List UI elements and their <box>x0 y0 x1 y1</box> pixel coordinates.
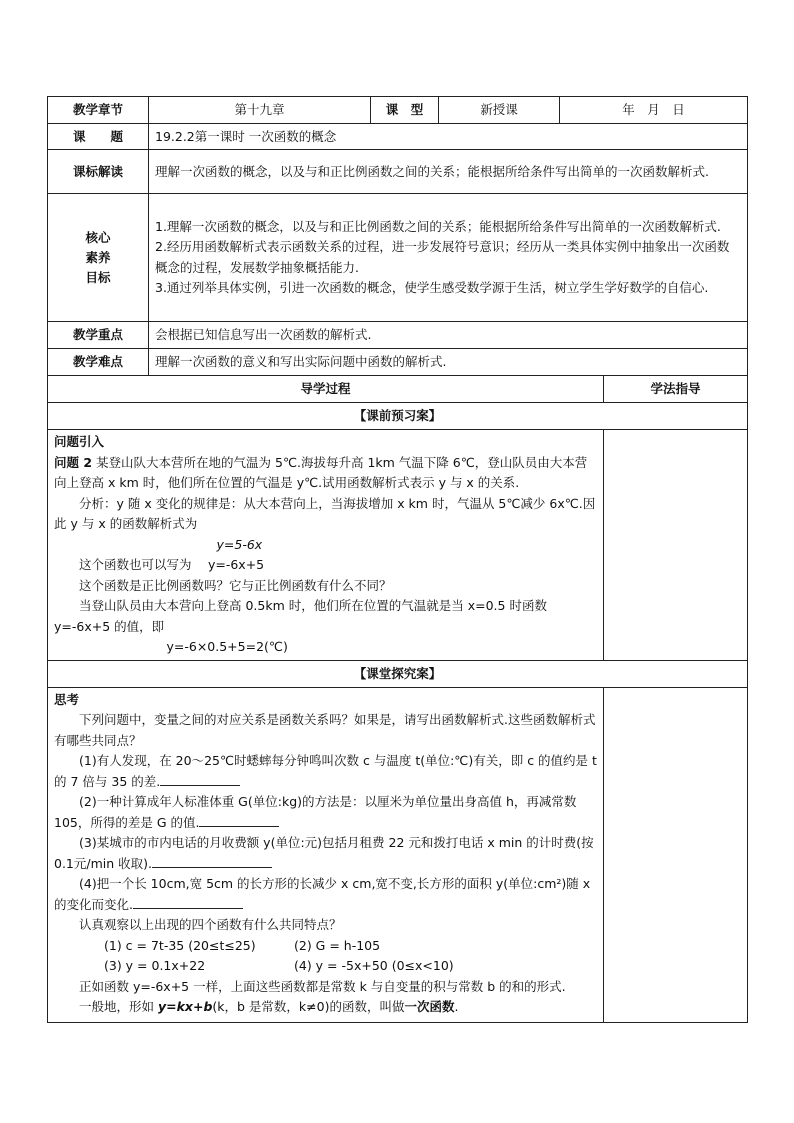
core-label <box>48 194 149 322</box>
summary-text: 正如函数 y=-6x+5 一样，上面这些函数都是常数 k 与自变量的积与常数 b 的和的形式. <box>79 978 566 994</box>
formula-y2: (4) y = -5x+50 (0≤x<10) <box>294 958 454 973</box>
topic-label: 课 题 <box>48 124 149 150</box>
also-text: 这个函数也可以写为 y=-6x+5 <box>79 557 265 572</box>
explore-guidance <box>604 687 748 1022</box>
question-2-text: 某登山队大本营所在地的气温为 5℃.海拔每升高 1km 气温下降 6℃，登山队员由大本营向上登高 x km 时，他们所在位置的气温是 y℃.试用函数解析式表示 y 与 x 的关系. <box>54 454 588 490</box>
process-col-title: 导学过程 <box>48 376 604 403</box>
definition-formula: y=kx+b <box>157 999 213 1014</box>
formula-1: y=5-6x <box>216 536 263 552</box>
explore-content-row <box>48 687 748 1022</box>
answer-blank-4[interactable] <box>133 895 243 909</box>
standard-row <box>48 150 748 194</box>
lesson-plan-table <box>47 96 748 1023</box>
core-label-1: 核心 <box>85 229 111 245</box>
formula-2: y=-6×0.5+5=2(℃) <box>166 639 288 654</box>
difficulty-label: 教学难点 <box>48 349 149 376</box>
core-label-3: 目标 <box>85 269 111 285</box>
formulas-row-2 <box>54 956 597 977</box>
key-label: 教学重点 <box>48 322 149 349</box>
core-row <box>48 194 748 322</box>
preview-title-row <box>48 403 748 430</box>
chapter-label: 教学章节 <box>48 97 149 124</box>
intro-heading: 问题引入 <box>54 434 105 449</box>
guidance-col-title: 学法指导 <box>604 376 748 403</box>
type-value: 新授课 <box>439 97 560 124</box>
formula-c: (1) c = 7t-35 (20≤t≤25) <box>104 937 256 953</box>
formula-g: (2) G = h-105 <box>294 937 381 953</box>
core-goal-2: 2.经历用函数解析式表示函数关系的过程，进一步发展符号意识；经历从一类具体实例中抽象出一次函数概念的过程，发展数学抽象概括能力. <box>155 239 730 275</box>
think-heading: 思考 <box>54 691 80 707</box>
type-label: 课 型 <box>371 97 439 124</box>
header-row <box>48 97 748 124</box>
core-label-2: 素养 <box>85 249 111 265</box>
preview-title: 【课前预习案】 <box>48 403 748 430</box>
when-text: 当登山队员由大本营向上登高 0.5km 时，他们所在位置的气温就是当 x=0.5 时函数 y=-6x+5 的值，即 <box>54 598 547 634</box>
preview-content-row <box>48 430 748 661</box>
problem-4: (4)把一个长 10cm,宽 5cm 的长方形的长减少 x cm,宽不变,长方形的面积 y(单位:cm²)随 x 的变化而变化. <box>54 876 591 912</box>
difficulty-row <box>48 349 748 376</box>
definition-text: 一般地，形如 y=kx+b(k，b 是常数，k≠0)的函数，叫做一次函数. <box>79 999 459 1014</box>
problem-2: (2)一种计算成年人标准体重 G(单位:kg)的方法是：以厘米为单位量出身高值 h，再减常数 105，所得的差是 G 的值. <box>54 794 577 830</box>
standard-label: 课标解读 <box>48 150 149 194</box>
preview-guidance <box>604 430 748 661</box>
classroom-title-row <box>48 660 748 687</box>
definition-term: 一次函数 <box>404 999 455 1014</box>
difficulty-value: 理解一次函数的意义和写出实际问题中函数的解析式. <box>149 349 748 376</box>
analysis-text: 分析：y 随 x 变化的规律是：从大本营向上，当海拔增加 x km 时，气温从 5℃减少 6x℃.因此 y 与 x 的函数解析式为 <box>54 495 596 531</box>
standard-value: 理解一次函数的概念，以及与和正比例函数之间的关系；能根据所给条件写出简单的一次函数解析式. <box>149 150 748 194</box>
classroom-title: 【课堂探究案】 <box>48 660 748 687</box>
chapter-value: 第十九章 <box>149 97 371 124</box>
preview-content <box>48 430 604 661</box>
date-field: 年 月 日 <box>560 97 748 124</box>
topic-value: 19.2.2第一课时 一次函数的概念 <box>149 124 748 150</box>
formulas-row-1 <box>54 936 597 957</box>
problem-3: (3)某城市的市内电话的月收费额 y(单位:元)包括月租费 22 元和拨打电话 x min 的计时费(按 0.1元/min 收取). <box>54 835 594 871</box>
formula-y1: (3) y = 0.1x+22 <box>104 958 206 973</box>
explore-intro: 下列问题中，变量之间的对应关系是函数关系吗？如果是，请写出函数解析式.这些函数解析式有哪些共同点？ <box>54 712 596 748</box>
key-row <box>48 322 748 349</box>
topic-row <box>48 124 748 150</box>
answer-blank-2[interactable] <box>199 813 279 827</box>
key-value: 会根据已知信息写出一次函数的解析式. <box>149 322 748 349</box>
problem-1: (1)有人发现，在 20～25℃时蟋蟀每分钟鸣叫次数 c 与温度 t(单位:℃)有关，即 c 的值约是 t 的 7 倍与 35 的差. <box>54 753 597 789</box>
core-goals <box>149 194 748 322</box>
question-2 <box>54 453 597 494</box>
observe-question: 认真观察以上出现的四个函数有什么共同特点？ <box>79 917 342 932</box>
question-2-label: 问题 2 <box>54 454 93 470</box>
core-goal-3: 3.通过列举具体实例，引进一次函数的概念，使学生感受数学源于生活，树立学生学好数学的自信心. <box>155 280 709 295</box>
core-goal-1: 1.理解一次函数的概念，以及与和正比例函数之间的关系；能根据所给条件写出简单的一次函数解析式. <box>155 218 721 234</box>
answer-blank-1[interactable] <box>160 772 240 786</box>
process-header-row <box>48 376 748 403</box>
explore-content <box>48 687 604 1022</box>
compare-question: 这个函数是正比例函数吗？它与正比例函数有什么不同？ <box>79 577 392 593</box>
answer-blank-3[interactable] <box>152 854 272 868</box>
